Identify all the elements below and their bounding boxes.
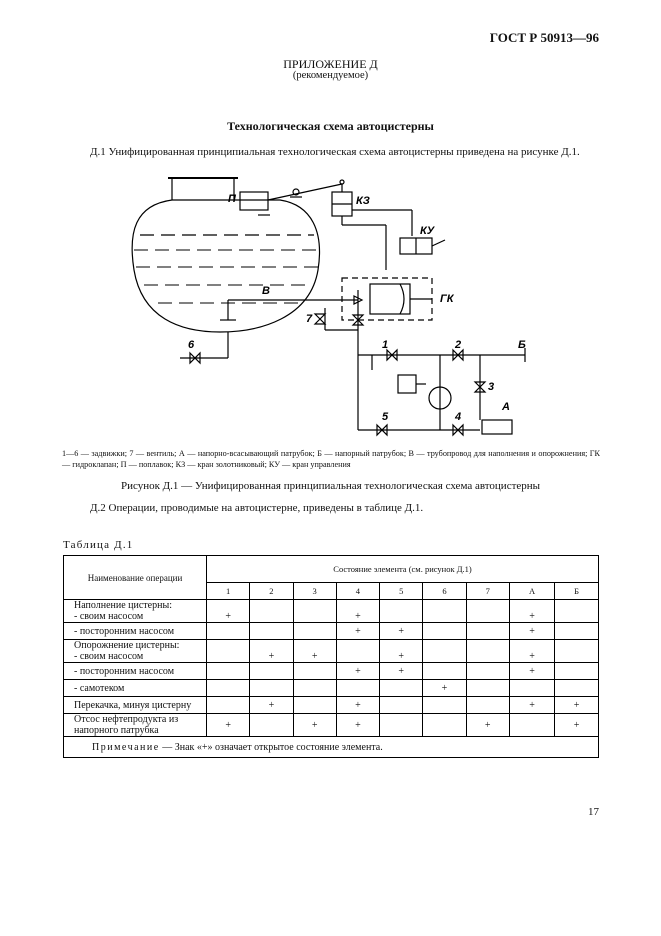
state-cell (423, 663, 466, 680)
col-header-7: 7 (466, 583, 509, 600)
state-cell: + (423, 680, 466, 697)
state-cell (207, 663, 250, 680)
operation-name (64, 680, 207, 697)
state-cell (207, 680, 250, 697)
state-cell (207, 623, 250, 640)
state-cell: + (555, 697, 599, 714)
state-cell (423, 623, 466, 640)
state-cell (423, 697, 466, 714)
figure-caption: Рисунок Д.1 — Унифицированная принципиальная технологическая схема автоцистерны (120, 480, 541, 492)
state-cell (250, 600, 293, 623)
col-header-3: 3 (293, 583, 336, 600)
label-valve-4: 4 (455, 411, 462, 423)
table-row (64, 680, 599, 697)
label-valve-2: 2 (455, 339, 462, 351)
label-v: В (262, 285, 270, 297)
operation-name (64, 623, 207, 640)
state-cell: + (380, 663, 423, 680)
state-cell (466, 663, 509, 680)
state-cell: + (336, 623, 379, 640)
operation-name (64, 640, 207, 663)
page-number: 17 (588, 806, 599, 818)
appendix-note: (рекомендуемое) (292, 70, 369, 81)
state-cell (466, 697, 509, 714)
table-row (64, 600, 599, 623)
operation-name (64, 697, 207, 714)
col-header-5: 5 (380, 583, 423, 600)
figure-legend: 1—6 — задвижки; 7 — вентиль; А — напорно-всасывающий патрубок; Б — напорный патрубок; В — трубопровод для наполнения и опорожнения; ГК — гидроклапан; П — поплавок; КЗ — кран золотниковый; КУ — кран управления (62, 449, 600, 469)
table-row (64, 714, 599, 737)
col-header-8: А (509, 583, 554, 600)
fill-drain-pipe (220, 290, 362, 340)
operation-name (64, 663, 207, 680)
state-cell: + (293, 640, 336, 663)
state-cell (380, 680, 423, 697)
state-cell: + (380, 623, 423, 640)
label-valve-6: 6 (188, 339, 195, 351)
state-cell (293, 663, 336, 680)
state-cell: + (509, 663, 554, 680)
table-row (64, 640, 599, 663)
state-cell (423, 714, 466, 737)
label-gk: ГК (440, 293, 454, 305)
paragraph-d1: Д.1 Унифицированная принципиальная технологическая схема автоцистерны приведена на рисунке Д.1. (90, 146, 580, 158)
state-cell: + (250, 640, 293, 663)
col-header-9: Б (555, 583, 599, 600)
state-cell: + (207, 714, 250, 737)
state-cell: + (336, 697, 379, 714)
state-cell (509, 680, 554, 697)
section-title: Технологическая схема автоцистерны (227, 119, 434, 133)
state-cell (466, 680, 509, 697)
state-cell (293, 623, 336, 640)
state-cell: + (336, 714, 379, 737)
operation-group: Наполнение цистерны: (74, 600, 172, 611)
state-cell (250, 680, 293, 697)
state-cell (555, 623, 599, 640)
operation-group: Перекачка, минуя цистерну (74, 699, 192, 711)
table-row (64, 623, 599, 640)
state-cell: + (293, 714, 336, 737)
state-cell (466, 600, 509, 623)
operation-label: - посторонним насосом (74, 665, 175, 677)
state-cell (466, 623, 509, 640)
col-header-4: 4 (336, 583, 379, 600)
state-cell: + (509, 640, 554, 663)
label-valve-7: 7 (306, 313, 313, 325)
state-cell: + (509, 600, 554, 623)
state-cell (555, 600, 599, 623)
state-cell (207, 697, 250, 714)
note-text: — Знак «+» означает открытое состояние элемента. (159, 741, 383, 753)
ku-valve (386, 238, 445, 270)
state-cell (380, 600, 423, 623)
state-cell (423, 600, 466, 623)
col-header-state: Состояние элемента (см. рисунок Д.1) (207, 556, 599, 583)
state-cell (293, 697, 336, 714)
note-label: Примечание (92, 741, 160, 753)
label-valve-1: 1 (382, 339, 389, 351)
state-cell (380, 697, 423, 714)
state-cell: + (509, 697, 554, 714)
operation-label: - своим насосом (74, 651, 144, 662)
col-header-6: 6 (423, 583, 466, 600)
label-b: Б (518, 339, 526, 351)
label-float: П (228, 193, 236, 205)
state-cell (509, 714, 554, 737)
table-note (64, 737, 599, 758)
state-cell: + (207, 600, 250, 623)
table-caption: Таблица Д.1 (63, 539, 134, 551)
operation-label: - посторонним насосом (74, 625, 175, 637)
document-standard-number: ГОСТ Р 50913—96 (489, 30, 599, 45)
appendix-title: ПРИЛОЖЕНИЕ Д (283, 57, 378, 71)
label-valve-5: 5 (382, 411, 389, 423)
state-cell: + (509, 623, 554, 640)
operation-group: Отсос нефтепродукта из напорного патрубка (74, 714, 179, 736)
state-cell (555, 640, 599, 663)
pump-manifold (315, 314, 525, 435)
state-cell: + (336, 663, 379, 680)
tank (132, 178, 319, 332)
operations-table (63, 555, 599, 758)
state-cell (555, 680, 599, 697)
gk-hydrovalve (342, 278, 432, 320)
col-header-1: 1 (207, 583, 250, 600)
state-cell: + (250, 697, 293, 714)
table-row (64, 697, 599, 714)
label-ku: КУ (420, 225, 435, 237)
paragraph-d2: Д.2 Операции, проводимые на автоцистерне, приведены в таблице Д.1. (90, 502, 424, 514)
operation-label: - самотеком (74, 682, 125, 694)
state-cell (423, 640, 466, 663)
state-cell (466, 640, 509, 663)
operation-label: - своим насосом (74, 611, 144, 622)
state-cell (380, 714, 423, 737)
state-cell: + (380, 640, 423, 663)
col-header-name: Наименование операции (64, 556, 207, 600)
label-valve-3: 3 (488, 381, 495, 393)
state-cell (250, 714, 293, 737)
state-cell (293, 600, 336, 623)
tanker-process-diagram (110, 170, 550, 442)
operation-group: Опорожнение цистерны: (74, 640, 180, 651)
state-cell (207, 640, 250, 663)
state-cell (250, 663, 293, 680)
operation-name (64, 600, 207, 623)
state-cell: + (336, 600, 379, 623)
label-kz: КЗ (356, 195, 370, 207)
operation-name (64, 714, 207, 737)
state-cell: + (466, 714, 509, 737)
label-a: А (502, 401, 510, 413)
state-cell (336, 680, 379, 697)
col-header-2: 2 (250, 583, 293, 600)
state-cell (336, 640, 379, 663)
table-row (64, 663, 599, 680)
state-cell (250, 623, 293, 640)
state-cell: + (555, 714, 599, 737)
state-cell (555, 663, 599, 680)
state-cell (293, 680, 336, 697)
